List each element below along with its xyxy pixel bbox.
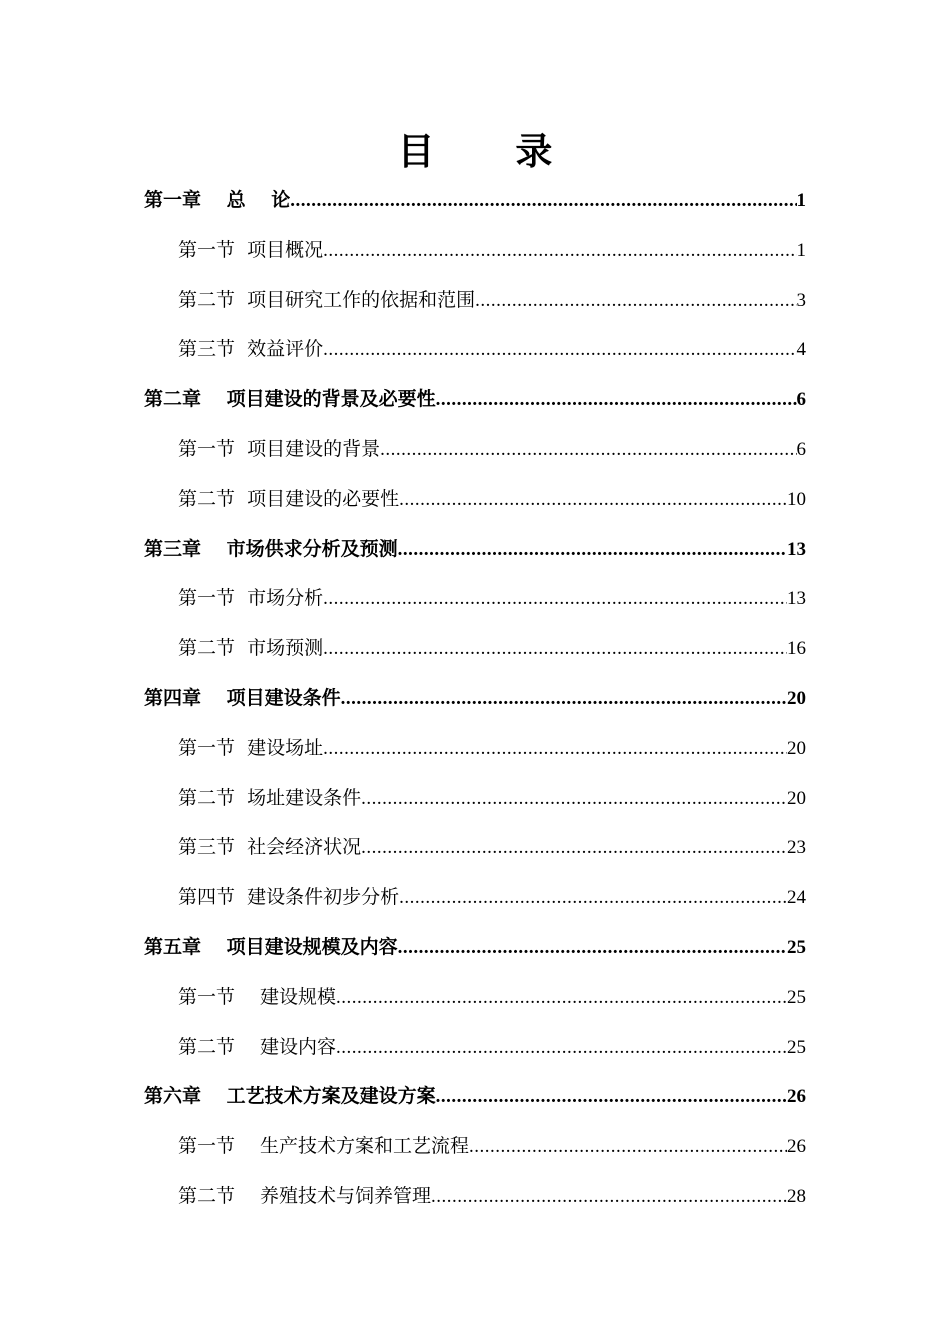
toc-dot-leader [361, 823, 787, 873]
toc-page-number: 20 [787, 787, 806, 809]
toc-dot-leader [399, 475, 787, 525]
toc-page-number: 25 [787, 936, 806, 958]
toc-dot-leader [323, 724, 787, 774]
toc-entry-label: 第二节 市场预测 [178, 637, 324, 660]
toc-section-row[interactable] [144, 325, 806, 375]
toc-dot-leader [361, 774, 787, 824]
toc-dot-leader [323, 226, 796, 276]
toc-page-number: 3 [796, 289, 806, 311]
toc-entry-label: 第三节 社会经济状况 [178, 836, 362, 859]
toc-section-row[interactable] [144, 1122, 806, 1172]
toc-page-number: 20 [787, 737, 806, 759]
toc-dot-leader [323, 624, 787, 674]
toc-entry-label: 第一节 市场分析 [178, 587, 324, 610]
toc-entry-label: 第一节 生产技术方案和工艺流程 [178, 1135, 470, 1158]
toc-section-row[interactable] [144, 823, 806, 873]
toc-section-row[interactable] [144, 973, 806, 1023]
toc-chapter-row[interactable] [144, 375, 806, 425]
toc-page-number: 16 [787, 638, 806, 660]
toc-page-number: 24 [787, 887, 806, 909]
toc-entry-label: 第三章 市场供求分析及预测 [144, 537, 398, 560]
toc-entry-label: 第四节 建设条件初步分析 [178, 886, 400, 909]
toc-dot-leader [469, 1122, 787, 1172]
toc-page-number: 1 [796, 239, 806, 261]
toc-page-number: 25 [787, 1036, 806, 1058]
toc-page-number: 4 [796, 339, 806, 361]
toc-page-number: 6 [796, 389, 806, 411]
toc-section-row[interactable] [144, 276, 806, 326]
toc-section-row[interactable] [144, 774, 806, 824]
toc-chapter-row[interactable] [144, 176, 806, 226]
toc-section-row[interactable] [144, 724, 806, 774]
toc-entry-label: 第一节 项目建设的背景 [178, 437, 381, 460]
toc-chapter-row[interactable] [144, 1072, 806, 1122]
toc-page-number: 20 [787, 687, 806, 709]
toc-dot-leader [323, 574, 787, 624]
toc-dot-leader [436, 1072, 787, 1122]
toc-section-row[interactable] [144, 574, 806, 624]
toc-page-number: 1 [796, 190, 806, 211]
toc-section-row[interactable] [144, 425, 806, 475]
toc-page-number: 13 [787, 588, 806, 610]
toc-entry-label: 第一节 项目概况 [178, 238, 324, 261]
toc-dot-leader [398, 923, 787, 973]
toc-list [144, 176, 806, 1222]
toc-dot-leader [380, 425, 796, 475]
toc-page-number: 26 [787, 1086, 806, 1108]
toc-dot-leader [398, 525, 787, 575]
toc-entry-label: 第二节 建设内容 [178, 1035, 337, 1058]
toc-page-number: 28 [787, 1185, 806, 1207]
toc-chapter-row[interactable] [144, 674, 806, 724]
toc-chapter-row[interactable] [144, 923, 806, 973]
toc-entry-label: 第二节 项目建设的必要性 [178, 487, 400, 510]
toc-entry-label: 第一章 总 论 [144, 189, 291, 211]
toc-dot-leader [431, 1172, 787, 1222]
toc-section-row[interactable] [144, 1172, 806, 1222]
toc-entry-label: 第二节 场址建设条件 [178, 786, 362, 809]
toc-entry-label: 第三节 效益评价 [178, 338, 324, 361]
toc-section-row[interactable] [144, 873, 806, 923]
toc-page-number: 26 [787, 1136, 806, 1158]
toc-dot-leader [436, 375, 797, 425]
toc-page-number: 10 [787, 488, 806, 510]
toc-entry-label: 第一节 建设规模 [178, 985, 337, 1008]
toc-page-number: 25 [787, 986, 806, 1008]
toc-chapter-row[interactable] [144, 525, 806, 575]
toc-entry-label: 第六章 工艺技术方案及建设方案 [144, 1085, 436, 1108]
toc-entry-label: 第四章 项目建设条件 [144, 686, 341, 709]
toc-page-number: 23 [787, 837, 806, 859]
toc-section-row[interactable] [144, 1023, 806, 1073]
toc-dot-leader [475, 276, 796, 326]
toc-dot-leader [336, 1023, 787, 1073]
toc-dot-leader [323, 325, 796, 375]
toc-entry-label: 第二章 项目建设的背景及必要性 [144, 388, 436, 411]
toc-dot-leader [341, 674, 787, 724]
toc-entry-label: 第五章 项目建设规模及内容 [144, 935, 398, 958]
toc-section-row[interactable] [144, 226, 806, 276]
toc-page-number: 13 [787, 538, 806, 560]
toc-entry-label: 第二节 项目研究工作的依据和范围 [178, 288, 476, 311]
toc-title: 目 录 [397, 130, 587, 173]
toc-dot-leader [336, 973, 787, 1023]
toc-dot-leader [290, 176, 796, 226]
toc-section-row[interactable] [144, 475, 806, 525]
toc-entry-label: 第一节 建设场址 [178, 736, 324, 759]
toc-section-row[interactable] [144, 624, 806, 674]
toc-page-number: 6 [796, 438, 806, 460]
toc-dot-leader [399, 873, 787, 923]
toc-entry-label: 第二节 养殖技术与饲养管理 [178, 1184, 432, 1207]
